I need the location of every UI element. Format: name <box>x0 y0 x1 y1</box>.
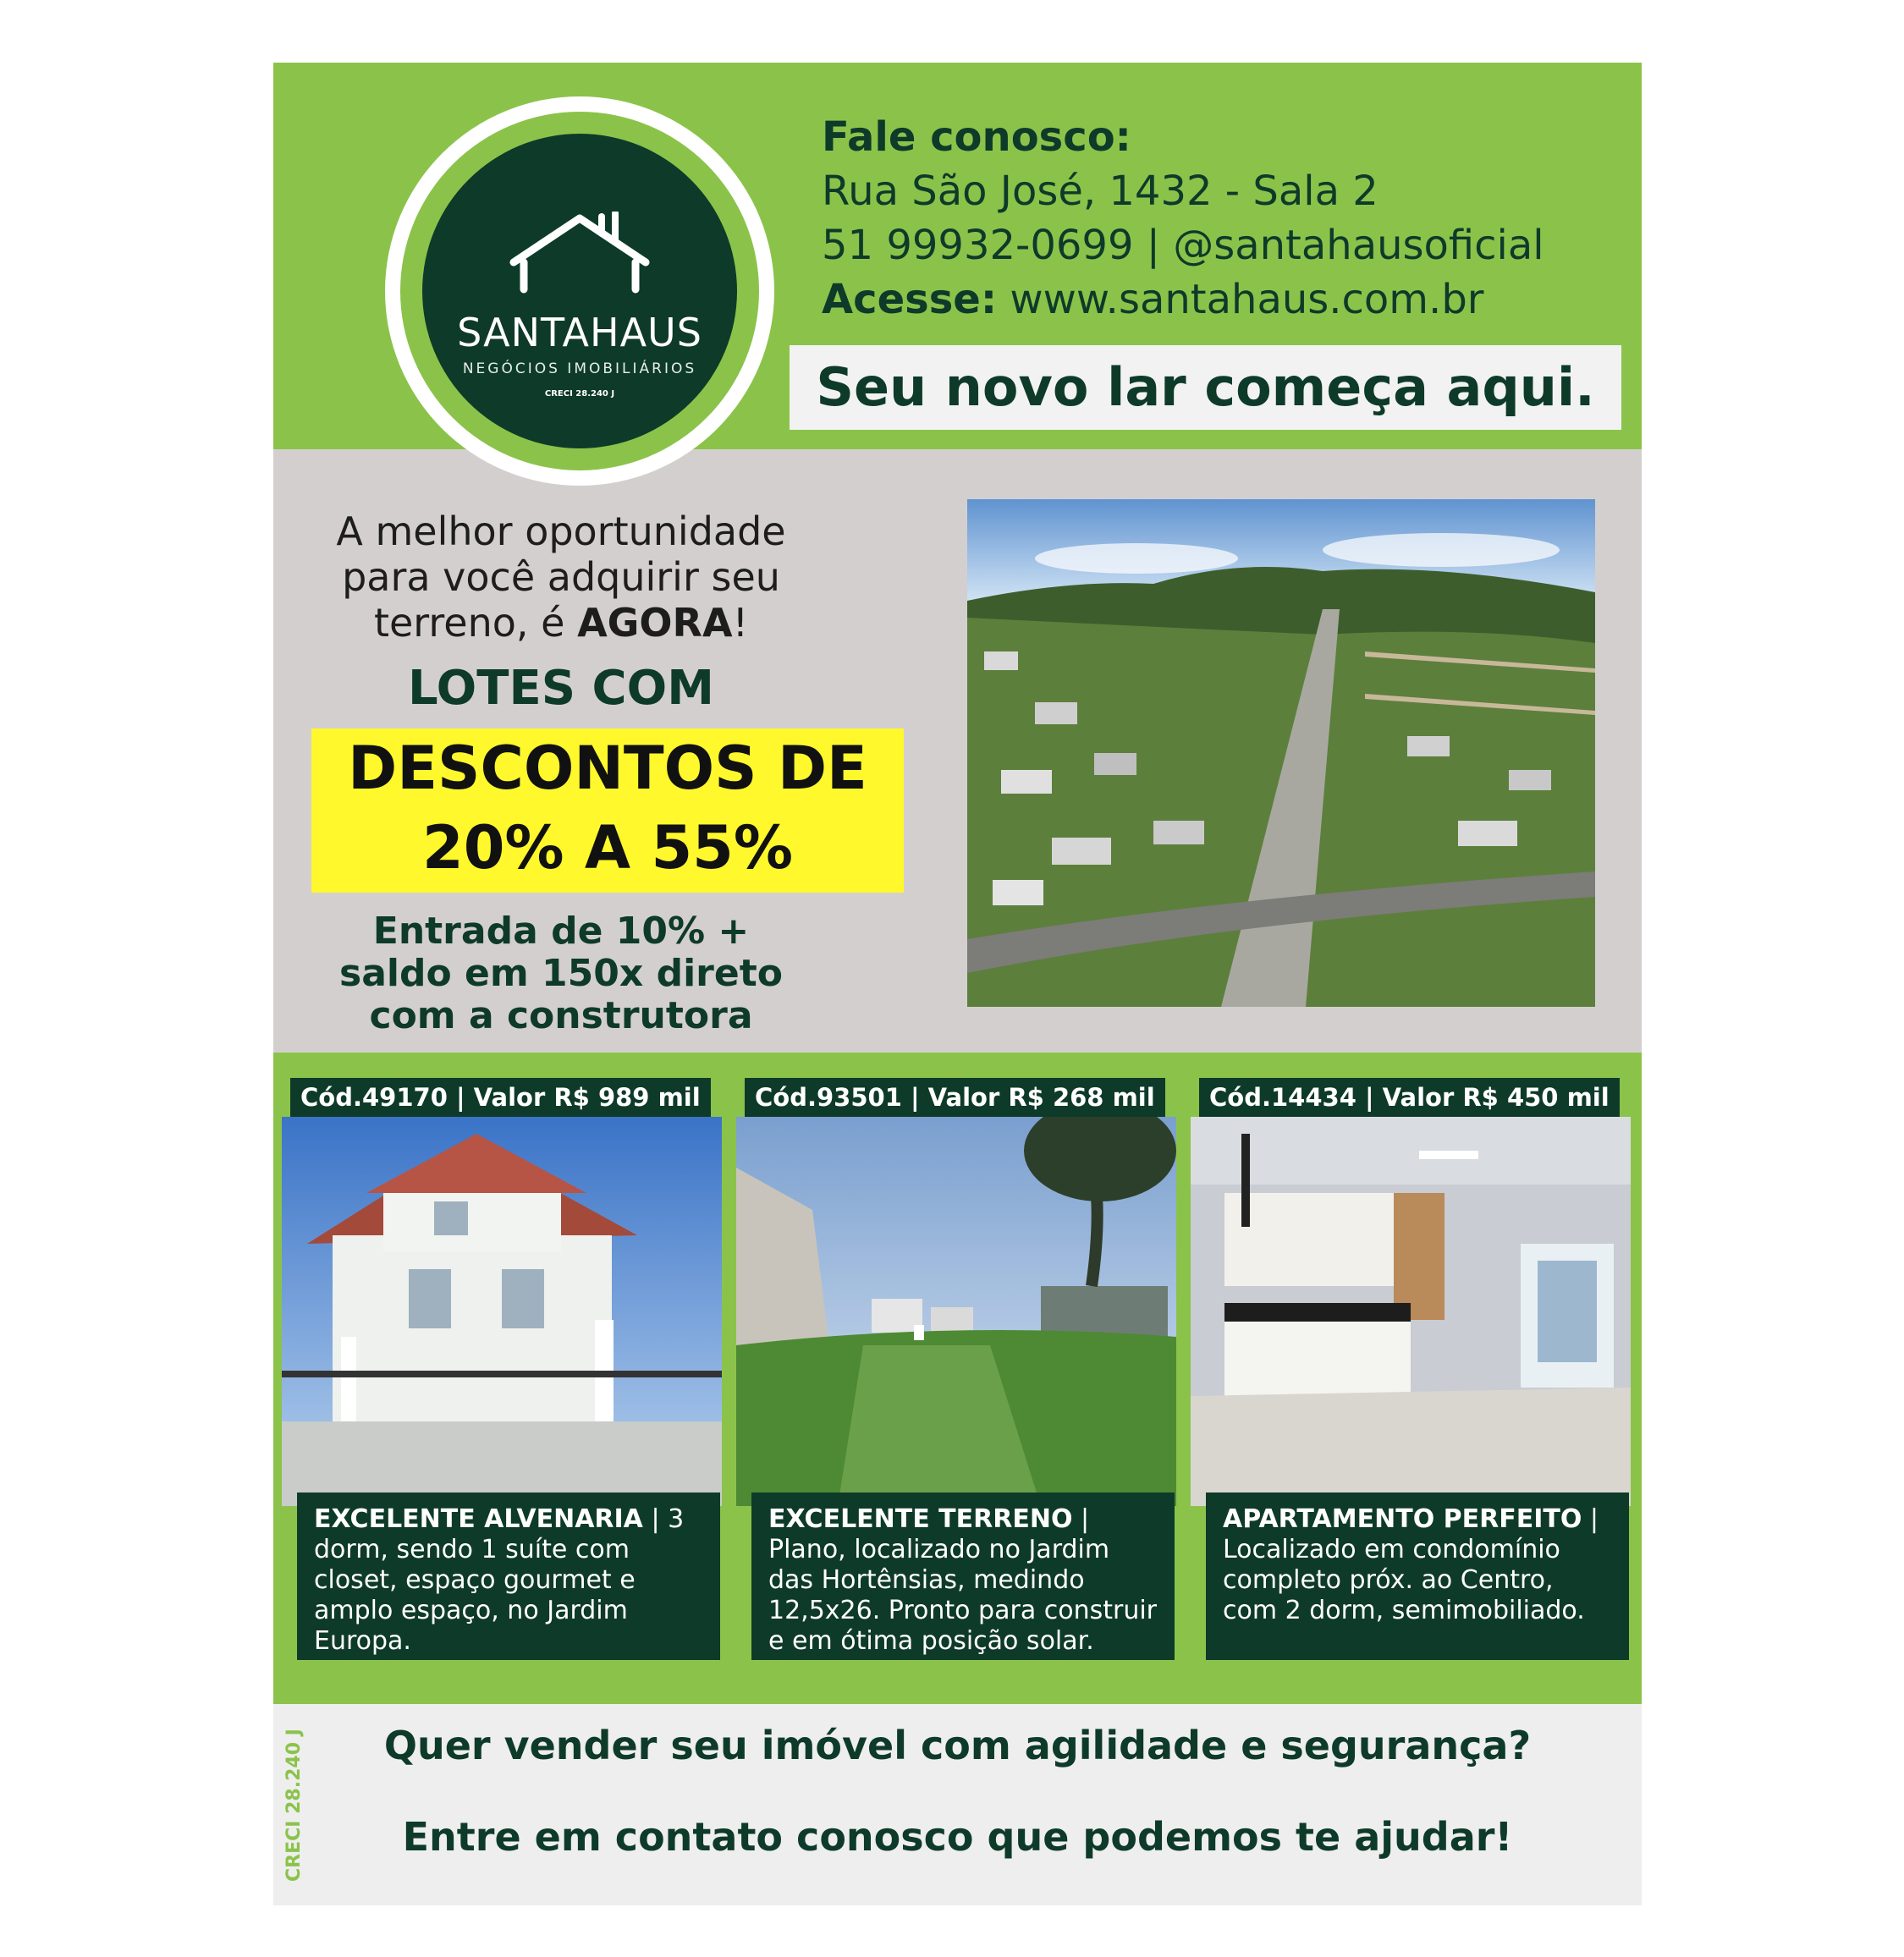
aerial-photo <box>967 499 1595 1007</box>
listing-desc-text: | Plano, localizado no Jardim das Hortênsias, medindo 12,5x26. Pronto para construir e em ótima posição solar. <box>768 1504 1158 1656</box>
cta-contact: Entre em contato conosco que podemos te ajudar! <box>402 1814 1513 1860</box>
intro-line-3 <box>324 600 798 646</box>
listing-desc-bold: APARTAMENTO PERFEITO <box>1223 1504 1582 1534</box>
listing-desc-bold: EXCELENTE ALVENARIA <box>314 1504 643 1534</box>
website-link[interactable]: www.santahaus.com.br <box>1010 276 1484 323</box>
house-photo <box>282 1117 722 1506</box>
footer-creci: CRECI 28.240 J <box>283 1729 305 1882</box>
listing-title: Cód.49170 | Valor R$ 989 mil <box>290 1078 711 1117</box>
flyer <box>273 63 1642 1905</box>
intro-line-2: para você adquirir seu <box>342 554 780 600</box>
promo-section <box>273 449 1642 1053</box>
listing-title: Cód.14434 | Valor R$ 450 mil <box>1199 1078 1620 1117</box>
listings-section <box>273 1053 1642 1704</box>
intro-line-3-prefix: terreno, é <box>373 600 578 646</box>
listing-desc-bold: EXCELENTE TERRENO <box>768 1504 1073 1534</box>
intro-line-3-suffix: ! <box>732 600 749 646</box>
payment-line-2: saldo em 150x direto <box>339 952 783 995</box>
listing-description <box>297 1492 720 1660</box>
payment-terms <box>324 910 798 1037</box>
listing-description <box>751 1492 1175 1660</box>
logo-creci: CRECI 28.240 J <box>544 389 615 399</box>
payment-line-1: Entrada de 10% + <box>372 910 750 953</box>
access-label: Acesse: <box>822 276 998 323</box>
logo <box>385 96 774 486</box>
listing-description <box>1206 1492 1629 1660</box>
logo-badge <box>422 134 737 448</box>
listing-title: Cód.93501 | Valor R$ 268 mil <box>745 1078 1165 1117</box>
intro-agora: AGORA <box>577 600 733 646</box>
discount-line-2: 20% A 55% <box>421 813 793 882</box>
footer <box>273 1704 1642 1905</box>
contact-website-line <box>822 272 1544 327</box>
listing-desc-text: | 3 dorm, sendo 1 suíte com closet, espaço gourmet e amplo espaço, no Jardim Europa. <box>314 1504 685 1656</box>
house-icon <box>507 212 652 296</box>
listing-desc-text: | Localizado em condomínio completo próx. ao Centro, com 2 dorm, semimobiliado. <box>1223 1504 1599 1625</box>
intro-line-1: A melhor oportunidade <box>336 508 786 554</box>
apartment-photo <box>1191 1117 1631 1506</box>
lot-photo <box>736 1117 1176 1506</box>
brand-subtitle: NEGÓCIOS IMOBILIÁRIOS <box>462 360 697 377</box>
contact-heading: Fale conosco: <box>822 113 1131 161</box>
cta-sell: Quer vender seu imóvel com agilidade e segurança? <box>383 1723 1532 1768</box>
brand-name: SANTAHAUS <box>457 310 702 355</box>
discount-line-1: DESCONTOS DE <box>348 734 867 803</box>
slogan: Seu novo lar começa aqui. <box>790 345 1621 430</box>
discount-banner <box>311 728 904 893</box>
logo-green-ring <box>400 112 759 470</box>
contact-block <box>822 110 1544 327</box>
promo-intro <box>324 508 798 646</box>
payment-line-3: com a construtora <box>369 994 753 1037</box>
contact-address: Rua São José, 1432 - Sala 2 <box>822 168 1378 215</box>
lotes-heading: LOTES COM <box>407 661 714 716</box>
contact-phone-social: 51 99932-0699 | @santahausoficial <box>822 222 1544 269</box>
